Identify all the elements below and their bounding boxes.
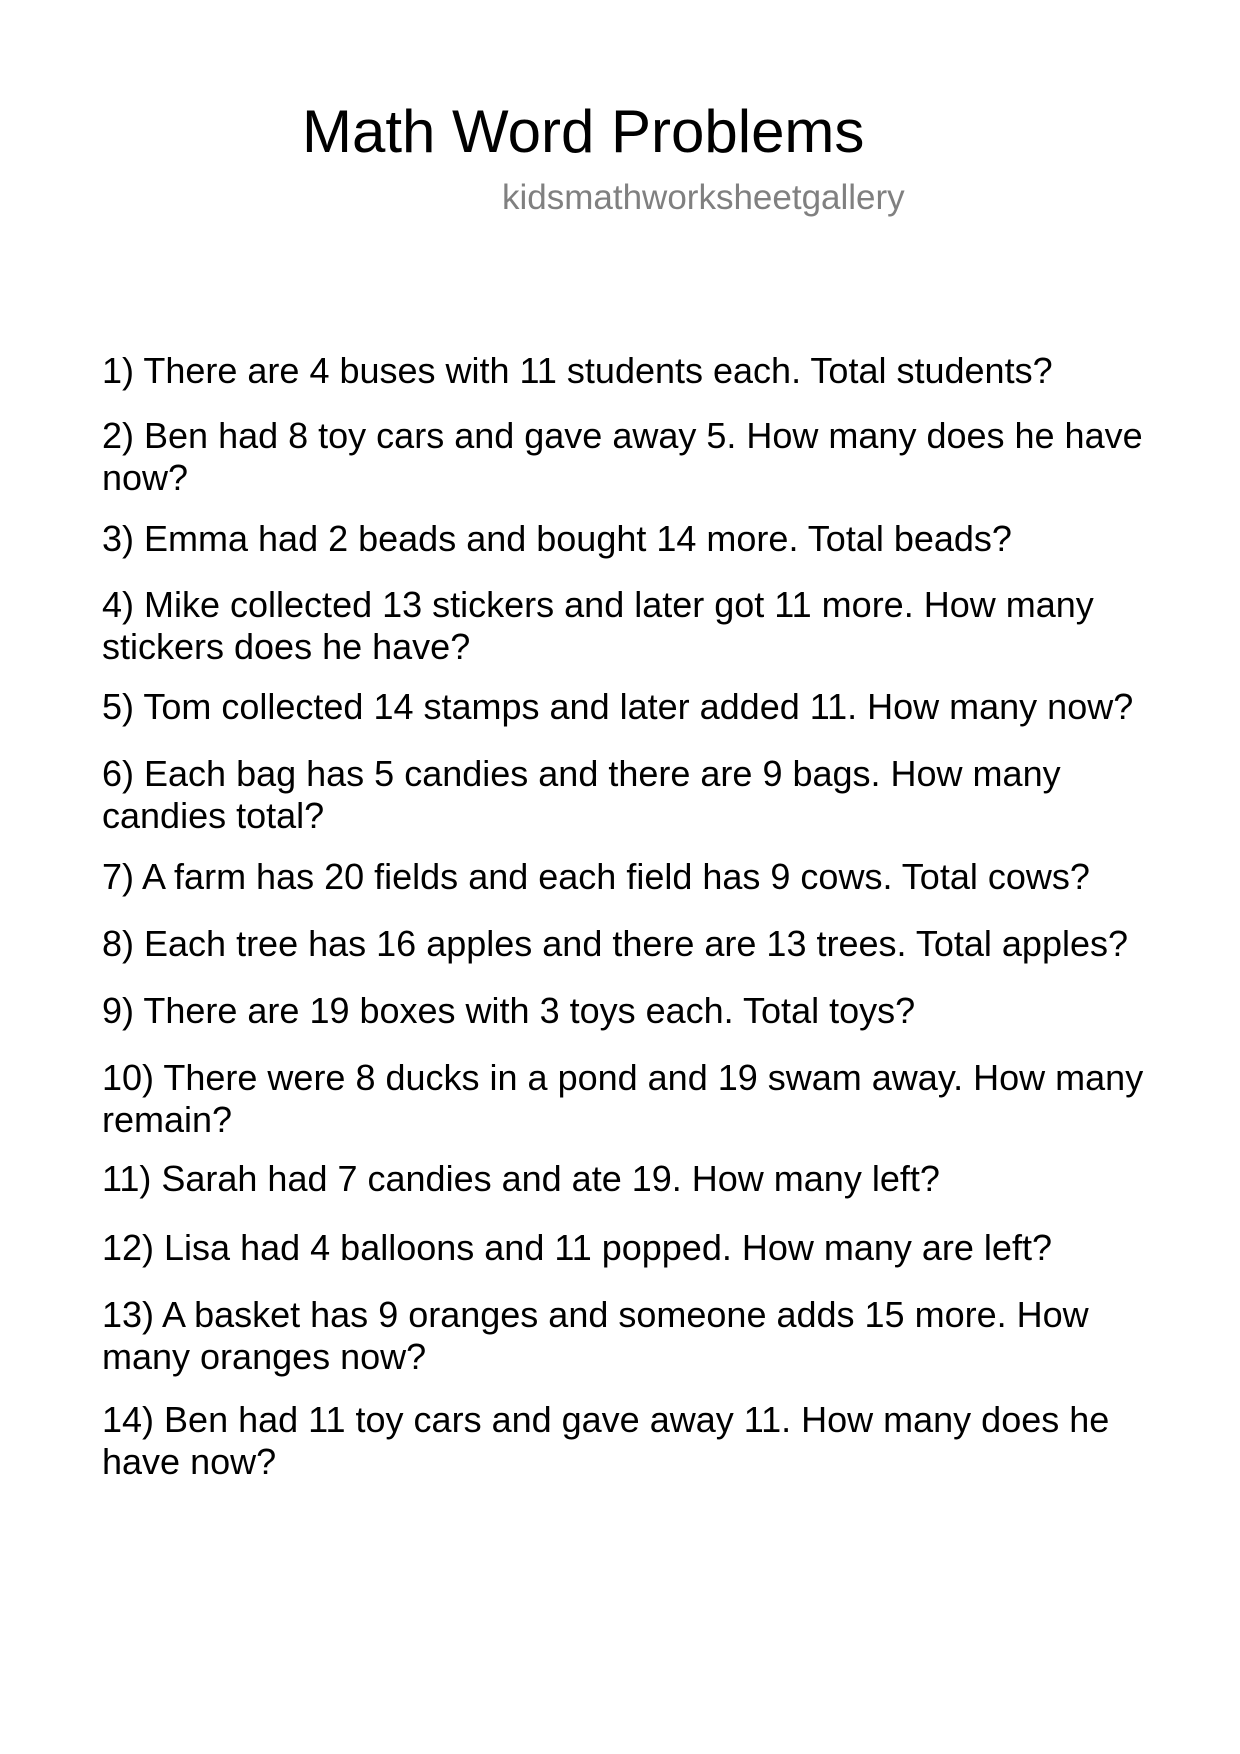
problem-item-1 bbox=[102, 350, 1202, 392]
problem-text-line: now? bbox=[102, 456, 189, 498]
problem-text-line: 10) There were 8 ducks in a pond and 19 swam away. How many bbox=[102, 1056, 1144, 1098]
problem-text-line: 11) Sarah had 7 candies and ate 19. How many left? bbox=[102, 1157, 940, 1199]
problem-text-line: candies total? bbox=[102, 794, 325, 836]
problem-item-11 bbox=[102, 1158, 1202, 1200]
problem-text-line: 3) Emma had 2 beads and bought 14 more. Total beads? bbox=[102, 517, 1012, 559]
problem-item-9 bbox=[102, 990, 1202, 1032]
problem-text-line: have now? bbox=[102, 1440, 277, 1482]
problem-item-10 bbox=[102, 1057, 1202, 1141]
problem-item-8 bbox=[102, 923, 1202, 965]
problem-text-line: 13) A basket has 9 oranges and someone adds 15 more. How bbox=[102, 1293, 1089, 1335]
page-title: Math Word Problems bbox=[302, 98, 865, 165]
problem-item-14 bbox=[102, 1399, 1202, 1483]
problem-item-3 bbox=[102, 518, 1202, 560]
problem-text-line: 8) Each tree has 16 apples and there are 13 trees. Total apples? bbox=[102, 922, 1129, 964]
problem-item-13 bbox=[102, 1294, 1202, 1378]
problem-text-line: stickers does he have? bbox=[102, 625, 471, 667]
problem-item-6 bbox=[102, 753, 1202, 837]
problem-item-2 bbox=[102, 415, 1202, 499]
problem-text-line: 6) Each bag has 5 candies and there are 9 bags. How many bbox=[102, 752, 1061, 794]
problem-text-line: many oranges now? bbox=[102, 1335, 427, 1377]
problem-text-line: 1) There are 4 buses with 11 students each. Total students? bbox=[102, 349, 1053, 391]
site-watermark: kidsmathworksheetgallery bbox=[502, 178, 905, 217]
problem-text-line: 5) Tom collected 14 stamps and later added 11. How many now? bbox=[102, 685, 1134, 727]
problem-item-12 bbox=[102, 1227, 1202, 1269]
problem-text-line: 9) There are 19 boxes with 3 toys each. Total toys? bbox=[102, 989, 916, 1031]
problem-text-line: 7) A farm has 20 fields and each field has 9 cows. Total cows? bbox=[102, 855, 1090, 897]
problem-text-line: 2) Ben had 8 toy cars and gave away 5. How many does he have bbox=[102, 414, 1143, 456]
problem-item-7 bbox=[102, 856, 1202, 898]
problem-text-line: 12) Lisa had 4 balloons and 11 popped. How many are left? bbox=[102, 1226, 1052, 1268]
problem-item-5 bbox=[102, 686, 1202, 728]
problem-text-line: remain? bbox=[102, 1098, 233, 1140]
problem-item-4 bbox=[102, 584, 1202, 668]
problem-text-line: 4) Mike collected 13 stickers and later got 11 more. How many bbox=[102, 583, 1094, 625]
problem-text-line: 14) Ben had 11 toy cars and gave away 11. How many does he bbox=[102, 1398, 1110, 1440]
